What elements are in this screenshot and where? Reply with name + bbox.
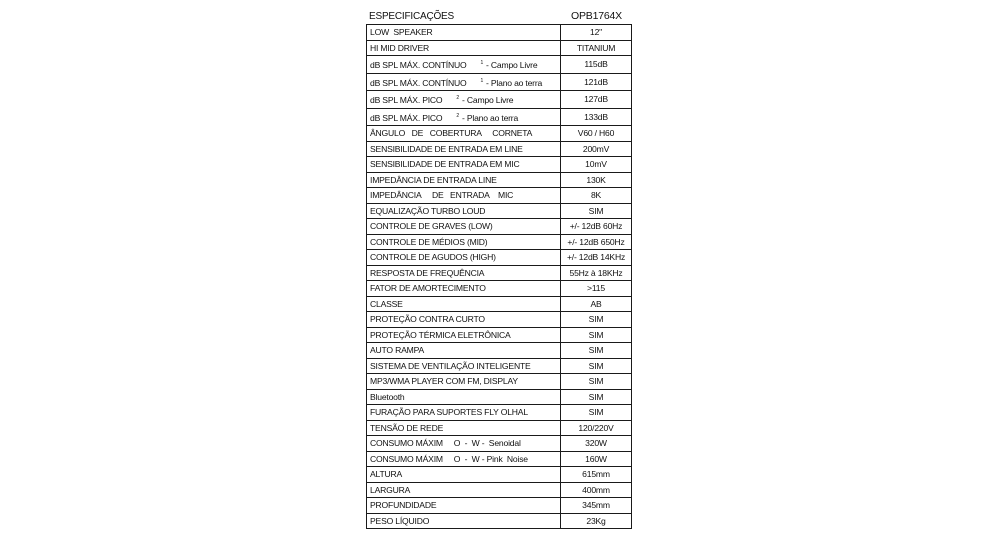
spec-label bbox=[367, 219, 561, 235]
spec-value: SIM bbox=[561, 405, 632, 421]
spec-label bbox=[367, 91, 561, 109]
spec-label-text: LARGURA bbox=[370, 484, 411, 495]
spec-row bbox=[367, 126, 632, 142]
spec-label bbox=[367, 73, 561, 91]
spec-footnote-marker: 1 bbox=[480, 60, 484, 66]
spec-row bbox=[367, 25, 632, 41]
spec-value: 121dB bbox=[561, 73, 632, 91]
spec-label-text: CONTROLE DE GRAVES (LOW) bbox=[370, 221, 493, 231]
spec-label bbox=[367, 374, 561, 390]
spec-value: 10mV bbox=[561, 157, 632, 173]
spec-row bbox=[367, 40, 632, 56]
spec-value: SIM bbox=[561, 358, 632, 374]
spec-table bbox=[366, 24, 632, 529]
spec-value: 200mV bbox=[561, 141, 632, 157]
spec-row bbox=[367, 56, 632, 74]
spec-value: 130K bbox=[561, 172, 632, 188]
spec-label-text: dB SPL MÁX. CONTÍNUO bbox=[370, 60, 467, 70]
spec-label bbox=[367, 172, 561, 188]
spec-value: 133dB bbox=[561, 108, 632, 126]
spec-label bbox=[367, 451, 561, 467]
spec-value: >115 bbox=[561, 281, 632, 297]
spec-label-text: ALTURA bbox=[370, 469, 403, 479]
spec-label bbox=[367, 343, 561, 359]
spec-row bbox=[367, 234, 632, 250]
spec-value: 160W bbox=[561, 451, 632, 467]
spec-label-text: CLASSE bbox=[370, 298, 403, 309]
spec-label-text: IMPEDÂNCIA DE ENTRADA LINE bbox=[370, 174, 497, 185]
spec-label-text: IMPEDÂNCIA DE ENTRADA MIC bbox=[370, 190, 514, 200]
spec-label-text: ÂNGULO DE COBERTURA CORNETA bbox=[370, 128, 533, 138]
spec-row bbox=[367, 219, 632, 235]
spec-label-text: SISTEMA DE VENTILAÇÃO INTELIGENTE bbox=[370, 360, 531, 371]
spec-label-note: - Plano ao terra bbox=[486, 77, 543, 88]
spec-value: +/- 12dB 14KHz bbox=[561, 250, 632, 266]
spec-label bbox=[367, 312, 561, 328]
spec-value: V60 / H60 bbox=[561, 126, 632, 142]
spec-row bbox=[367, 513, 632, 529]
spec-label-text: CONSUMO MÁXIM O - W - Senoidal bbox=[370, 438, 521, 448]
spec-label bbox=[367, 234, 561, 250]
spec-value: SIM bbox=[561, 203, 632, 219]
spec-label-text: dB SPL MÁX. CONTÍNUO bbox=[370, 77, 467, 88]
spec-label bbox=[367, 108, 561, 126]
spec-label-text: FATOR DE AMORTECIMENTO bbox=[370, 283, 486, 293]
spec-label bbox=[367, 327, 561, 343]
spec-row bbox=[367, 389, 632, 405]
spec-row bbox=[367, 436, 632, 452]
spec-label-text: SENSIBILIDADE DE ENTRADA EM LINE bbox=[370, 143, 523, 154]
spec-label bbox=[367, 188, 561, 204]
spec-row bbox=[367, 141, 632, 157]
spec-label bbox=[367, 389, 561, 405]
spec-sheet bbox=[366, 8, 632, 529]
spec-label bbox=[367, 141, 561, 157]
spec-row bbox=[367, 108, 632, 126]
spec-value: 400mm bbox=[561, 482, 632, 498]
spec-label-text: dB SPL MÁX. PICO bbox=[370, 95, 443, 105]
spec-footnote-marker: 2 bbox=[456, 95, 460, 101]
spec-label bbox=[367, 420, 561, 436]
spec-row bbox=[367, 73, 632, 91]
spec-label-text: Bluetooth bbox=[370, 391, 405, 402]
spec-label-text: HI MID DRIVER bbox=[370, 42, 429, 53]
spec-label bbox=[367, 25, 561, 41]
spec-value: SIM bbox=[561, 312, 632, 328]
spec-value: SIM bbox=[561, 343, 632, 359]
spec-label bbox=[367, 56, 561, 74]
spec-row bbox=[367, 498, 632, 514]
spec-value: 320W bbox=[561, 436, 632, 452]
spec-label-note: - Campo Livre bbox=[462, 95, 514, 105]
spec-row bbox=[367, 172, 632, 188]
spec-label bbox=[367, 203, 561, 219]
spec-row bbox=[367, 327, 632, 343]
spec-label-text: CONTROLE DE AGUDOS (HIGH) bbox=[370, 252, 496, 262]
spec-label bbox=[367, 265, 561, 281]
spec-label-text: RESPOSTA DE FREQUÊNCIA bbox=[370, 267, 485, 278]
spec-label bbox=[367, 296, 561, 312]
spec-header-label: ESPECIFICAÇÕES bbox=[369, 10, 454, 22]
spec-label bbox=[367, 40, 561, 56]
spec-label-text: TENSÃO DE REDE bbox=[370, 422, 444, 433]
spec-label-text: PROTEÇÃO TÉRMICA ELETRÔNICA bbox=[370, 329, 511, 340]
spec-value: 55Hz à 18KHz bbox=[561, 265, 632, 281]
spec-label bbox=[367, 358, 561, 374]
spec-value: SIM bbox=[561, 374, 632, 390]
spec-label-text: PESO LÍQUIDO bbox=[370, 515, 430, 526]
spec-value: 8K bbox=[561, 188, 632, 204]
spec-row bbox=[367, 451, 632, 467]
spec-value: 345mm bbox=[561, 498, 632, 514]
spec-row bbox=[367, 482, 632, 498]
spec-label bbox=[367, 513, 561, 529]
spec-row bbox=[367, 312, 632, 328]
spec-value: 115dB bbox=[561, 56, 632, 74]
spec-label-text: PROTEÇÃO CONTRA CURTO bbox=[370, 314, 485, 324]
spec-value: SIM bbox=[561, 327, 632, 343]
spec-row bbox=[367, 420, 632, 436]
spec-row bbox=[367, 203, 632, 219]
spec-label bbox=[367, 436, 561, 452]
spec-label bbox=[367, 405, 561, 421]
spec-value: 615mm bbox=[561, 467, 632, 483]
spec-label-text: AUTO RAMPA bbox=[370, 345, 425, 355]
spec-value: 23Kg bbox=[561, 513, 632, 529]
spec-row bbox=[367, 343, 632, 359]
spec-footnote-marker: 1 bbox=[480, 77, 484, 84]
spec-value: +/- 12dB 650Hz bbox=[561, 234, 632, 250]
spec-row bbox=[367, 281, 632, 297]
spec-row bbox=[367, 467, 632, 483]
spec-value: 127dB bbox=[561, 91, 632, 109]
spec-value: +/- 12dB 60Hz bbox=[561, 219, 632, 235]
spec-label bbox=[367, 281, 561, 297]
spec-row bbox=[367, 250, 632, 266]
spec-row bbox=[367, 296, 632, 312]
spec-value: 120/220V bbox=[561, 420, 632, 436]
spec-value: 12" bbox=[561, 25, 632, 41]
spec-label bbox=[367, 498, 561, 514]
spec-label-text: PROFUNDIDADE bbox=[370, 500, 437, 510]
spec-label-text: FURAÇÃO PARA SUPORTES FLY OLHAL bbox=[370, 407, 528, 417]
spec-row bbox=[367, 405, 632, 421]
spec-label-text: SENSIBILIDADE DE ENTRADA EM MIC bbox=[370, 159, 520, 169]
spec-row bbox=[367, 374, 632, 390]
spec-row bbox=[367, 265, 632, 281]
spec-footnote-marker: 2 bbox=[456, 112, 460, 119]
spec-label bbox=[367, 482, 561, 498]
spec-label-text: CONSUMO MÁXIM O - W - Pink Noise bbox=[370, 453, 528, 464]
spec-row bbox=[367, 358, 632, 374]
spec-label bbox=[367, 157, 561, 173]
spec-label-text: LOW SPEAKER bbox=[370, 27, 433, 37]
spec-label-note: - Campo Livre bbox=[486, 60, 538, 70]
spec-header bbox=[366, 8, 632, 24]
spec-row bbox=[367, 91, 632, 109]
spec-label bbox=[367, 250, 561, 266]
spec-row bbox=[367, 157, 632, 173]
spec-row bbox=[367, 188, 632, 204]
spec-value: TITANIUM bbox=[561, 40, 632, 56]
spec-label-text: MP3/WMA PLAYER COM FM, DISPLAY bbox=[370, 376, 518, 386]
spec-value: SIM bbox=[561, 389, 632, 405]
spec-label-text: dB SPL MÁX. PICO bbox=[370, 112, 443, 123]
spec-label-note: - Plano ao terra bbox=[462, 112, 519, 123]
spec-label bbox=[367, 467, 561, 483]
spec-label-text: CONTROLE DE MÉDIOS (MID) bbox=[370, 236, 488, 247]
spec-value: AB bbox=[561, 296, 632, 312]
spec-label bbox=[367, 126, 561, 142]
model-number: OPB1764X bbox=[571, 10, 622, 22]
spec-label-text: EQUALIZAÇÃO TURBO LOUD bbox=[370, 205, 486, 216]
